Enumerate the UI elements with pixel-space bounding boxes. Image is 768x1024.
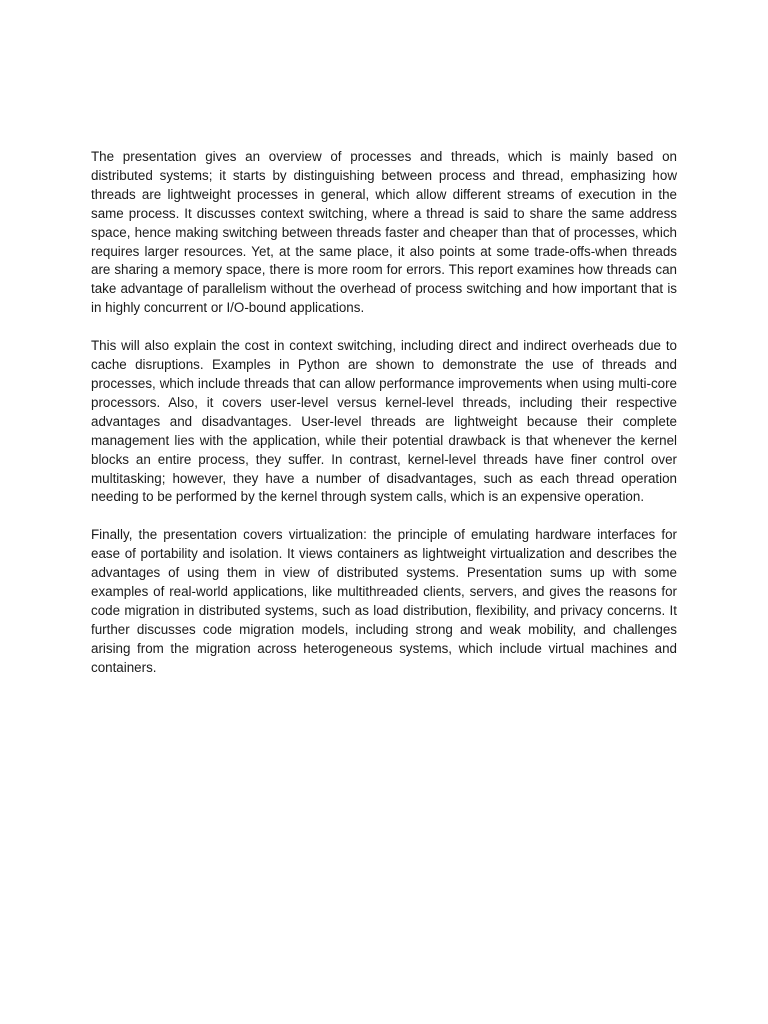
paragraph-context-switching: This will also explain the cost in context switching, including direct and indirect overheads due to cache disruptions. Examples in Python are shown to demonstrate the use of threads and processes, which include threads that can allow performance improvements when using multi-core processors. Also, it covers user-level versus kernel-level threads, including their respective advantages and disadvantages. User-level threads are lightweight because their complete management lies with the application, while their potential drawback is that whenever the kernel blocks an entire process, they suffer. In contrast, kernel-level threads have finer control over multitasking; however, they have a number of disadvantages, such as each thread operation needing to be performed by the kernel through system calls, which is an expensive operation.: [91, 338, 677, 505]
paragraph-overview: The presentation gives an overview of processes and threads, which is mainly based on distributed systems; it starts by distinguishing between process and thread, emphasizing how threads are lightweight processes in general, which allow different streams of execution in the same process. It discusses context switching, where a thread is said to share the same address space, hence making switching between threads faster and cheaper than that of processes, which requires larger resources. Yet, at the same place, it also points at some trade-offs-when threads are sharing a memory space, there is more room for errors. This report examines how threads can take advantage of parallelism without the overhead of process switching and how important that is in highly concurrent or I/O-bound applications.: [91, 149, 677, 316]
document-body: [91, 148, 677, 697]
paragraph-virtualization: Finally, the presentation covers virtualization: the principle of emulating hardware interfaces for ease of portability and isolation. It views containers as lightweight virtualization and describes the advantages of using them in view of distributed systems. Presentation sums up with some examples of real-world applications, like multithreaded clients, servers, and gives the reasons for code migration in distributed systems, such as load distribution, flexibility, and privacy concerns. It further discusses code migration models, including strong and weak mobility, and challenges arising from the migration across heterogeneous systems, which include virtual machines and containers.: [91, 527, 677, 675]
